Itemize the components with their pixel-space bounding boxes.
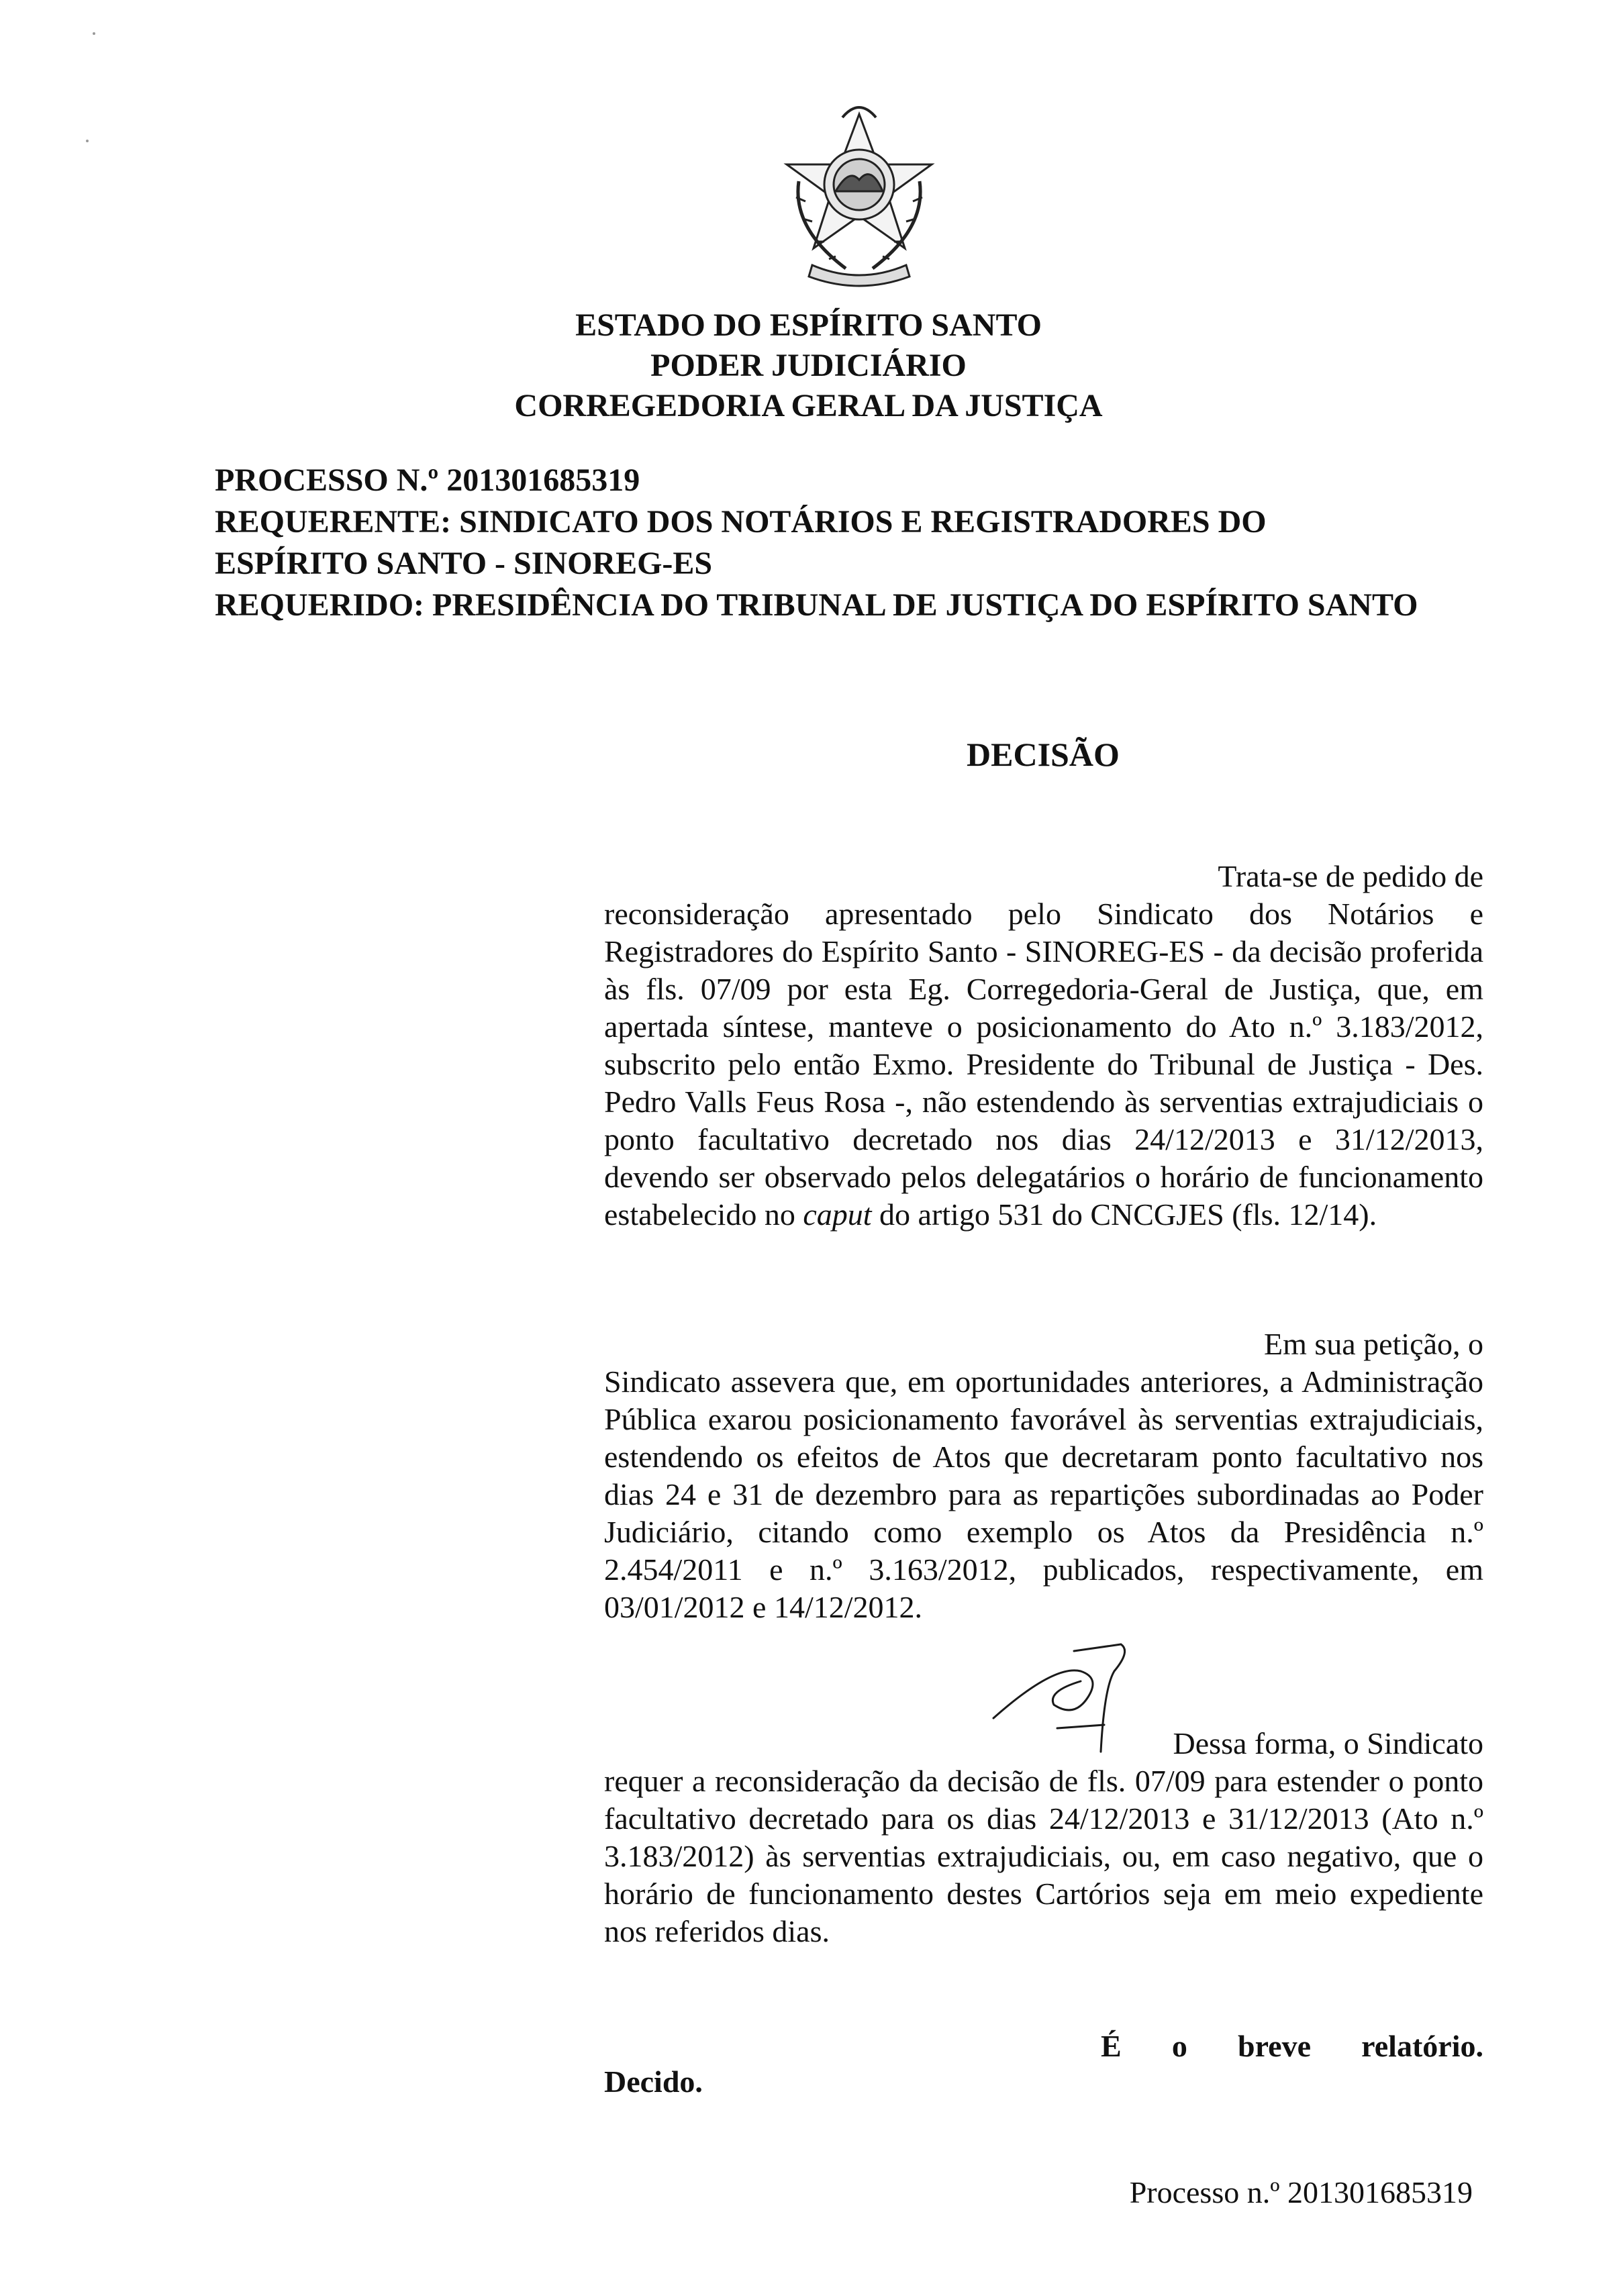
relatorio-word: relatório. [1361,2029,1483,2063]
process-number: PROCESSO N.º 201301685319 [215,462,640,498]
requerido-line: REQUERIDO: PRESIDÊNCIA DO TRIBUNAL DE JUSTIÇA DO ESPÍRITO SANTO [215,587,1418,623]
decision-title: DECISÃO [967,736,1120,773]
paragraph-3-first-line: Dessa forma, o Sindicato [1173,1726,1483,1760]
paragraph-3-body: requer a reconsideração da decisão de fls. 07/09 para estender o ponto facultativo decretado para os dias 24/12/2013 e 31/12/2013 (Ato n.º 3.183/2012) às serventias extrajudiciais, ou, em caso negativo, que o horário de funcionamento destes Cartórios seja em meio expediente nos referidos dias. [604,1764,1483,1948]
requerente-line [215,501,1490,543]
scan-speck [86,140,89,142]
requerente-word: REGISTRADORES [930,504,1210,540]
relatorio-line [1101,2028,1483,2064]
process-info [215,460,1490,626]
relatorio-word: breve [1238,2029,1312,2063]
requerente-word: DOS [646,504,714,540]
paragraph-1-body [604,895,1483,1234]
institution-header [0,305,1617,426]
paragraph-3 [604,1725,1483,1950]
relatorio-word: o [1171,2029,1187,2063]
requerente-word: NOTÁRIOS [721,504,893,540]
scan-speck [93,32,95,35]
coat-of-arms-emblem [772,101,946,295]
requerente-word: DO [1218,504,1267,540]
requerente-word: REQUERENTE: [215,504,452,540]
header-power: PODER JUDICIÁRIO [650,348,967,383]
paragraph-1-first-line: Trata-se de pedido de [1218,859,1483,893]
relatorio-word: É [1101,2029,1122,2063]
decido-label: Decido. [604,2064,703,2099]
paragraph-1 [604,858,1483,1234]
header-state: ESTADO DO ESPÍRITO SANTO [575,307,1042,343]
requerente-word: E [901,504,923,540]
requerente-continuation: ESPÍRITO SANTO - SINOREG-ES [215,546,713,581]
requerente-word: SINDICATO [459,504,639,540]
page-footer-process: Processo n.º 201301685319 [1129,2175,1473,2209]
paragraph-1-text-b: do artigo 531 do CNCGJES (fls. 12/14). [879,1197,1377,1232]
paragraph-2 [604,1326,1483,1626]
paragraph-2-body: Sindicato assevera que, em oportunidades anteriores, a Administração Pública exarou posicionamento favorável às serventias extrajudiciais, estendendo os efeitos de Atos que decretaram ponto facultativo nos dias 24 e 31 de dezembro para as repartições subordinadas ao Poder Judiciário, citando como exemplo os Atos da Presidência n.º 2.454/2011 e n.º 3.163/2012, publicados, respectivamente, em 03/01/2012 e 14/12/2012. [604,1364,1483,1624]
paragraph-1-italic: caput [803,1197,872,1232]
header-corregedoria: CORREGEDORIA GERAL DA JUSTIÇA [514,388,1103,423]
paragraph-1-text-a: reconsideração apresentado pelo Sindicato dos Notários e Registradores do Espírito Santo - SINOREG-ES - da decisão proferida às fls. 07/09 por esta Eg. Corregedoria-Geral de Justiça, que, em apertada síntese, manteve o posicionamento do Ato n.º 3.183/2012, subscrito pelo então Exmo. Presidente do Tribunal de Justiça - Des. Pedro Valls Feus Rosa -, não estendendo às serventias extrajudiciais o ponto facultativo decretado nos dias 24/12/2013 e 31/12/2013, devendo ser observado pelos delegatários o horário de funcionamento estabelecido no [604,897,1483,1232]
paragraph-2-first-line: Em sua petição, o [1263,1327,1483,1361]
